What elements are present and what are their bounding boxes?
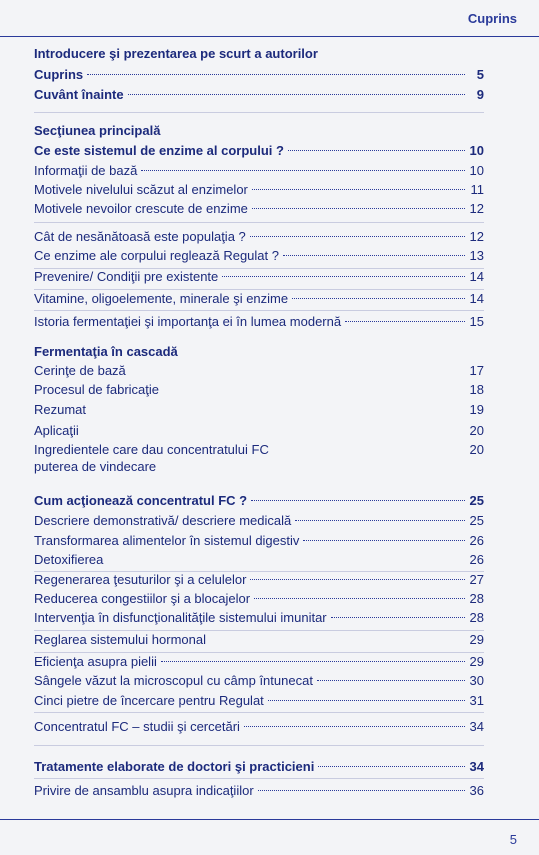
toc-entry-label: Cuvânt înainte [34, 87, 124, 102]
leader-dots [87, 74, 465, 75]
toc-page-number: 13 [469, 248, 484, 263]
toc-entry-cuvant-inainte[interactable] [34, 87, 484, 103]
section-divider [34, 630, 484, 631]
toc-entry[interactable] [34, 291, 484, 307]
toc-page-number: 12 [469, 229, 484, 244]
leader-dots [345, 321, 465, 322]
leader-dots [161, 661, 465, 662]
toc-entry[interactable] [34, 591, 484, 607]
toc-page-number: 34 [469, 719, 484, 734]
leader-dots [252, 189, 465, 190]
toc-entry[interactable] [34, 513, 484, 529]
leader-dots [141, 170, 465, 171]
toc-page-number: 18 [469, 382, 484, 397]
toc-entry-label: Motivele nivelului scăzut al enzimelor [34, 182, 248, 197]
toc-entry-introduction[interactable]: Introducere şi prezentarea pe scurt a autorilor [34, 46, 318, 61]
toc-page-number: 11 [470, 182, 484, 197]
toc-entry[interactable] [34, 382, 484, 398]
toc-entry-label: Reducerea congestiilor şi a blocajelor [34, 591, 251, 606]
leader-dots [288, 150, 465, 151]
toc-entry[interactable] [34, 632, 484, 648]
leader-dots [303, 540, 465, 541]
toc-entry[interactable] [34, 182, 484, 198]
toc-page-number: 20 [469, 442, 484, 457]
section1-heading[interactable] [34, 143, 484, 159]
toc-page-number: 9 [476, 87, 484, 102]
toc-page-number: 5 [476, 67, 484, 82]
toc-entry[interactable] [34, 610, 484, 626]
toc-entry-label: Cât de nesănătoasă este populaţia ? [34, 229, 246, 244]
toc-page-number: 36 [469, 783, 484, 798]
toc-page-number: 20 [469, 423, 484, 438]
toc-entry-label-continued: puterea de vindecare [34, 459, 157, 474]
leader-dots [254, 598, 465, 599]
toc-entry-label: Concentratul FC – studii şi cercetări [34, 719, 240, 734]
toc-page-number: 30 [469, 673, 484, 688]
section-divider [34, 778, 484, 779]
leader-dots [283, 255, 465, 256]
toc-entry[interactable] [34, 654, 484, 670]
toc-entry[interactable] [34, 572, 484, 588]
toc-page-number: 31 [469, 693, 484, 708]
toc-entry-label: Cinci pietre de încercare pentru Regulat [34, 693, 264, 708]
toc-entry-label: Cum acţionează concentratul FC ? [34, 493, 248, 508]
toc-entry[interactable] [34, 423, 484, 439]
toc-entry-label: Ce enzime ale corpului reglează Regulat ? [34, 248, 279, 263]
toc-page-number: 34 [469, 759, 484, 774]
toc-entry[interactable] [34, 552, 484, 568]
toc-entry[interactable] [34, 673, 484, 689]
section-divider [34, 652, 484, 653]
leader-dots [292, 298, 465, 299]
toc-entry-label: Intervenţia în disfuncţionalităţile sistemului imunitar [34, 610, 327, 625]
section-divider [34, 112, 484, 113]
leader-dots [252, 208, 465, 209]
toc-entry-label: Rezumat [34, 402, 87, 417]
leader-dots [244, 726, 465, 727]
toc-entry-wrapped[interactable] [34, 441, 484, 475]
toc-entry[interactable] [34, 719, 484, 735]
toc-page-number: 12 [469, 201, 484, 216]
section-divider [34, 310, 484, 311]
header-title: Cuprins [467, 11, 517, 26]
section2-heading[interactable]: Fermentaţia în cascadă [34, 344, 178, 359]
toc-page-number: 10 [469, 143, 484, 158]
toc-page-number: 27 [469, 572, 484, 587]
toc-entry-label: Transformarea alimentelor în sistemul digestiv [34, 533, 300, 548]
toc-entry[interactable] [34, 314, 484, 330]
toc-page-number: 29 [469, 654, 484, 669]
toc-entry[interactable] [34, 201, 484, 217]
section3-heading[interactable] [34, 493, 484, 509]
section-main-heading: Secţiunea principală [34, 123, 161, 138]
header-rule [0, 36, 539, 37]
toc-entry-label: Vitamine, oligoelemente, minerale şi enzime [34, 291, 289, 306]
section-divider [34, 289, 484, 290]
leader-dots [222, 276, 465, 277]
toc-entry-label: Informaţii de bază [34, 163, 138, 178]
toc-page-number: 28 [469, 610, 484, 625]
leader-dots [258, 790, 465, 791]
leader-dots [250, 579, 465, 580]
toc-page-number: 25 [469, 493, 484, 508]
toc-page-number: 10 [469, 163, 484, 178]
toc-entry[interactable] [34, 269, 484, 285]
toc-entry[interactable] [34, 402, 484, 418]
toc-page-number: 15 [469, 314, 484, 329]
section-divider [34, 222, 484, 223]
toc-page-number: 28 [469, 591, 484, 606]
toc-page-number: 25 [469, 513, 484, 528]
toc-entry[interactable] [34, 693, 484, 709]
toc-entry-label: Istoria fermentaţiei şi importanţa ei în lumea modernă [34, 314, 342, 329]
toc-entry[interactable] [34, 363, 484, 379]
toc-entry-label: Ingredientele care dau concentratului FC [34, 442, 269, 457]
toc-entry-label: Motivele nevoilor crescute de enzime [34, 201, 248, 216]
leader-dots [318, 766, 465, 767]
toc-entry-label: Prevenire/ Condiţii pre existente [34, 269, 219, 284]
leader-dots [317, 680, 465, 681]
toc-entry-label: Cuprins [34, 67, 84, 82]
toc-page-number: 14 [469, 291, 484, 306]
toc-entry[interactable] [34, 229, 484, 245]
toc-entry[interactable] [34, 533, 484, 549]
toc-entry[interactable] [34, 163, 484, 179]
toc-entry-label: Procesul de fabricaţie [34, 382, 160, 397]
toc-entry-label: Reglarea sistemului hormonal [34, 632, 206, 647]
toc-entry-cuprins[interactable] [34, 67, 484, 83]
leader-dots [295, 520, 465, 521]
footer-rule [0, 819, 539, 820]
page-number: 5 [509, 832, 517, 847]
toc-entry-label: Eficienţa asupra pielii [34, 654, 157, 669]
toc-entry-label: Descriere demonstrativă/ descriere medicală [34, 513, 292, 528]
toc-entry-label: Aplicaţii [34, 423, 79, 438]
toc-entry-label: Detoxifierea [34, 552, 104, 567]
toc-page-number: 26 [469, 552, 484, 567]
toc-page-number: 29 [469, 632, 484, 647]
leader-dots [128, 94, 465, 95]
toc-entry-label: Ce este sistemul de enzime al corpului ? [34, 143, 284, 158]
toc-entry-label: Regenerarea ţesuturilor şi a celulelor [34, 572, 247, 587]
toc-page-number: 19 [469, 402, 484, 417]
toc-page-number: 26 [469, 533, 484, 548]
section4-heading[interactable] [34, 759, 484, 775]
toc-page-number: 17 [469, 363, 484, 378]
toc-entry-label: Cerinţe de bază [34, 363, 126, 378]
leader-dots [250, 236, 465, 237]
leader-dots [251, 500, 465, 501]
section-divider [34, 745, 484, 746]
toc-entry-label: Tratamente elaborate de doctori şi practicieni [34, 759, 315, 774]
leader-dots [331, 617, 465, 618]
leader-dots [268, 700, 465, 701]
toc-entry-label: Sângele văzut la microscopul cu câmp întunecat [34, 673, 313, 688]
toc-page-number: 14 [469, 269, 484, 284]
toc-entry-label: Privire de ansamblu asupra indicaţiilor [34, 783, 254, 798]
toc-entry[interactable] [34, 783, 484, 799]
toc-entry[interactable] [34, 248, 484, 264]
section-divider [34, 712, 484, 713]
